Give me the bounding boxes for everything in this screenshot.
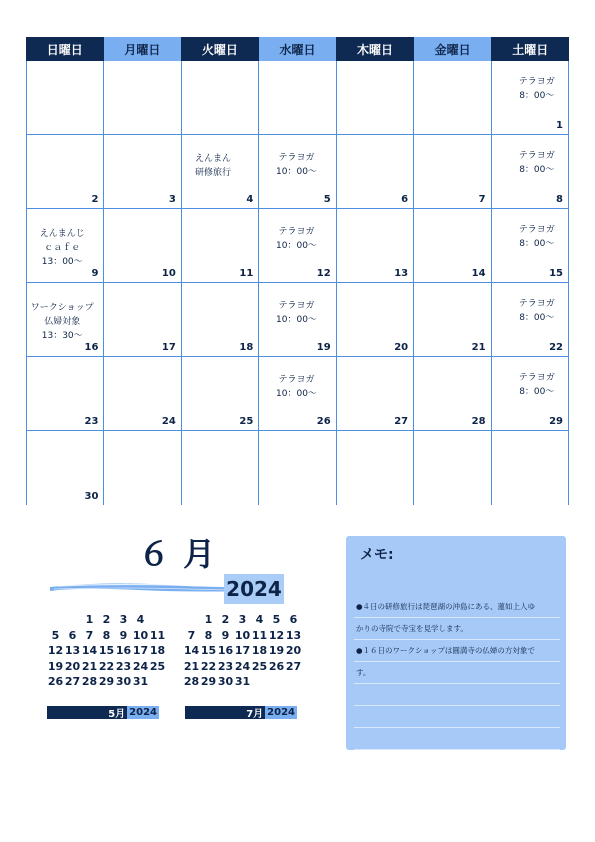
mini-week-row <box>47 674 166 690</box>
mini-day: 15 <box>200 644 217 658</box>
mini-calendar-july <box>183 612 302 690</box>
day-cell[interactable] <box>492 61 569 135</box>
day-number: 11 <box>239 268 254 279</box>
memo-line <box>354 684 560 706</box>
memo-line: ●１６日のワークショップは圓満寺の仏婦の方対象で <box>354 640 560 662</box>
mini-day: 16 <box>217 644 234 658</box>
mini-day: 2 <box>102 613 111 627</box>
day-cell[interactable] <box>492 357 569 431</box>
mini-day: 23 <box>217 659 234 673</box>
day-event: テラヨガ 8：00～ <box>518 299 555 323</box>
mini-day: 8 <box>204 628 213 642</box>
day-number: 17 <box>161 342 176 353</box>
mini-day: 28 <box>81 675 98 689</box>
day-cell[interactable] <box>182 431 259 505</box>
mini-day: 27 <box>285 659 302 673</box>
day-number: 9 <box>91 268 99 279</box>
memo-line: す。 <box>354 662 560 684</box>
day-event: テラヨガ 8：00～ <box>518 77 555 101</box>
mini-label-may <box>47 706 159 719</box>
weekday-header-row <box>26 37 569 61</box>
memo-box <box>346 536 566 750</box>
mini-day: 25 <box>149 659 166 673</box>
mini-day: 27 <box>64 675 81 689</box>
day-number: 5 <box>323 194 331 205</box>
memo-lines <box>354 596 560 750</box>
day-cell[interactable] <box>337 135 414 209</box>
mini-day: 20 <box>64 659 81 673</box>
mini-day: 19 <box>47 659 64 673</box>
day-cell[interactable] <box>104 61 181 135</box>
day-number: 26 <box>316 416 331 427</box>
day-cell[interactable] <box>182 209 259 283</box>
day-cell[interactable] <box>104 283 181 357</box>
mini-week-row <box>47 659 166 675</box>
day-number: 7 <box>478 194 486 205</box>
mini-day: 26 <box>268 659 285 673</box>
day-cell[interactable] <box>104 209 181 283</box>
day-number: 8 <box>556 194 563 205</box>
day-number: 13 <box>394 268 409 279</box>
mini-year-label: 2024 <box>267 707 295 718</box>
memo-line <box>354 706 560 728</box>
day-event: テラヨガ 10：00～ <box>276 153 317 177</box>
day-event: テラヨガ 10：00～ <box>276 375 317 399</box>
day-number: 12 <box>316 268 331 279</box>
day-number: 19 <box>316 342 331 353</box>
mini-week-row <box>47 643 166 659</box>
day-number: 15 <box>549 268 563 279</box>
day-cell[interactable] <box>104 431 181 505</box>
mini-day: 26 <box>47 675 64 689</box>
day-cell[interactable] <box>259 209 336 283</box>
day-cell[interactable] <box>492 135 569 209</box>
day-event: えんまんじ ｃａｆｅ 13：00～ <box>39 229 85 267</box>
day-cell[interactable] <box>27 61 104 135</box>
mini-day: 30 <box>115 675 132 689</box>
day-cell[interactable] <box>414 61 491 135</box>
mini-month-label: 7月 <box>185 706 265 719</box>
mini-day: 5 <box>51 628 60 642</box>
day-cell[interactable] <box>337 357 414 431</box>
mini-day: 15 <box>98 644 115 658</box>
day-cell[interactable] <box>414 209 491 283</box>
day-number: 21 <box>471 342 486 353</box>
day-cell[interactable] <box>414 431 491 505</box>
mini-day: 29 <box>200 675 217 689</box>
mini-week-row <box>183 612 302 628</box>
mini-day: 6 <box>289 613 298 627</box>
day-number: 25 <box>239 416 254 427</box>
day-cell[interactable] <box>259 135 336 209</box>
mini-day: 28 <box>183 675 200 689</box>
mini-day: 25 <box>251 659 268 673</box>
mini-day: 3 <box>119 613 128 627</box>
day-number: 23 <box>84 416 99 427</box>
mini-week-row <box>183 659 302 675</box>
day-number: 10 <box>161 268 176 279</box>
mini-day: 7 <box>187 628 196 642</box>
mini-week-row <box>47 628 166 644</box>
day-number: 4 <box>246 194 254 205</box>
day-cell[interactable] <box>414 135 491 209</box>
calendar-grid <box>26 61 569 505</box>
mini-day: 5 <box>272 613 281 627</box>
day-number: 22 <box>549 342 563 353</box>
mini-day: 30 <box>217 675 234 689</box>
mini-week-row <box>47 612 166 628</box>
year-label: 2024 <box>224 574 284 604</box>
mini-day: 21 <box>183 659 200 673</box>
day-number: 6 <box>401 194 409 205</box>
mini-day: 14 <box>81 644 98 658</box>
day-number: 14 <box>471 268 486 279</box>
day-number: 27 <box>394 416 409 427</box>
mini-day: 17 <box>132 644 149 658</box>
day-cell[interactable] <box>259 61 336 135</box>
day-event: テラヨガ 8：00～ <box>518 373 555 397</box>
mini-day: 13 <box>64 644 81 658</box>
mini-week-row <box>183 643 302 659</box>
day-number: 29 <box>549 416 563 427</box>
day-cell[interactable] <box>27 357 104 431</box>
day-number: 30 <box>84 491 99 502</box>
day-number: 1 <box>556 120 563 131</box>
mini-day: 2 <box>221 613 230 627</box>
mini-day: 31 <box>234 675 251 689</box>
month-title: ６ 月 <box>138 535 217 573</box>
mini-month-label: 5月 <box>47 706 127 719</box>
day-cell[interactable] <box>182 61 259 135</box>
mini-day: 9 <box>119 628 128 642</box>
mini-day: 18 <box>149 644 166 658</box>
mini-day: 22 <box>200 659 217 673</box>
day-cell[interactable] <box>337 283 414 357</box>
day-number: 16 <box>84 342 99 353</box>
day-cell[interactable] <box>492 431 569 505</box>
weekday-header: 土曜日 <box>491 37 569 61</box>
weekday-header: 金曜日 <box>414 37 492 61</box>
weekday-header: 日曜日 <box>26 37 104 61</box>
day-event: テラヨガ 10：00～ <box>276 301 317 325</box>
memo-line <box>354 728 560 750</box>
day-cell[interactable] <box>337 61 414 135</box>
day-cell[interactable] <box>27 431 104 505</box>
mini-day: 14 <box>183 644 200 658</box>
day-event: えんまん 研修旅行 <box>195 154 232 178</box>
mini-day: 10 <box>132 628 149 642</box>
mini-day: 9 <box>221 628 230 642</box>
day-cell[interactable] <box>182 135 259 209</box>
day-cell[interactable] <box>492 283 569 357</box>
mini-day: 19 <box>268 644 285 658</box>
mini-day: 29 <box>98 675 115 689</box>
mini-day: 12 <box>47 644 64 658</box>
memo-title: メモ: <box>360 547 394 563</box>
day-cell[interactable] <box>259 357 336 431</box>
mini-day: 13 <box>285 628 302 642</box>
day-cell[interactable] <box>27 135 104 209</box>
mini-label-july <box>185 706 297 719</box>
mini-day: 16 <box>115 644 132 658</box>
weekday-header: 木曜日 <box>336 37 414 61</box>
mini-year-label: 2024 <box>129 707 157 718</box>
day-cell[interactable] <box>414 283 491 357</box>
mini-day: 11 <box>149 628 166 642</box>
mini-day: 10 <box>234 628 251 642</box>
mini-day: 4 <box>255 613 264 627</box>
day-cell[interactable] <box>337 209 414 283</box>
day-number: 18 <box>239 342 254 353</box>
mini-day: 7 <box>85 628 94 642</box>
weekday-header: 水曜日 <box>259 37 337 61</box>
day-event: ワークショップ 仏婦対象 13：30～ <box>30 303 94 341</box>
mini-week-row <box>183 674 302 690</box>
day-event: テラヨガ 8：00～ <box>518 151 555 175</box>
mini-day: 1 <box>204 613 213 627</box>
mini-day: 24 <box>132 659 149 673</box>
day-cell[interactable] <box>27 283 104 357</box>
mini-day: 12 <box>268 628 285 642</box>
mini-day: 3 <box>238 613 247 627</box>
mini-day: 22 <box>98 659 115 673</box>
calendar <box>26 37 569 505</box>
mini-day: 17 <box>234 644 251 658</box>
day-cell[interactable] <box>492 209 569 283</box>
day-cell[interactable] <box>104 357 181 431</box>
day-cell[interactable] <box>414 357 491 431</box>
day-event: テラヨガ 8：00～ <box>518 225 555 249</box>
day-cell[interactable] <box>259 431 336 505</box>
weekday-header: 火曜日 <box>181 37 259 61</box>
mini-day: 4 <box>136 613 145 627</box>
day-number: 20 <box>394 342 409 353</box>
day-number: 24 <box>161 416 176 427</box>
day-cell[interactable] <box>259 283 336 357</box>
day-cell[interactable] <box>182 283 259 357</box>
memo-line: かりの寺院で寺宝を見学します。 <box>354 618 560 640</box>
mini-calendar-may <box>47 612 166 690</box>
memo-line: ●４日の研修旅行は琵琶湖の沖島にある、蓮如上人ゆ <box>354 596 560 618</box>
mini-day: 24 <box>234 659 251 673</box>
mini-week-row <box>183 628 302 644</box>
mini-day: 6 <box>68 628 77 642</box>
weekday-header: 月曜日 <box>104 37 182 61</box>
day-number: 3 <box>168 194 176 205</box>
day-number: 28 <box>471 416 486 427</box>
mini-day: 23 <box>115 659 132 673</box>
mini-day: 20 <box>285 644 302 658</box>
day-cell[interactable] <box>337 431 414 505</box>
day-event: テラヨガ 10：00～ <box>276 227 317 251</box>
mini-day: 31 <box>132 675 149 689</box>
mini-day: 1 <box>85 613 94 627</box>
mini-day: 21 <box>81 659 98 673</box>
day-cell[interactable] <box>27 209 104 283</box>
mini-day: 11 <box>251 628 268 642</box>
mini-day: 18 <box>251 644 268 658</box>
day-cell[interactable] <box>182 357 259 431</box>
day-number: 2 <box>91 194 99 205</box>
mini-day: 8 <box>102 628 111 642</box>
